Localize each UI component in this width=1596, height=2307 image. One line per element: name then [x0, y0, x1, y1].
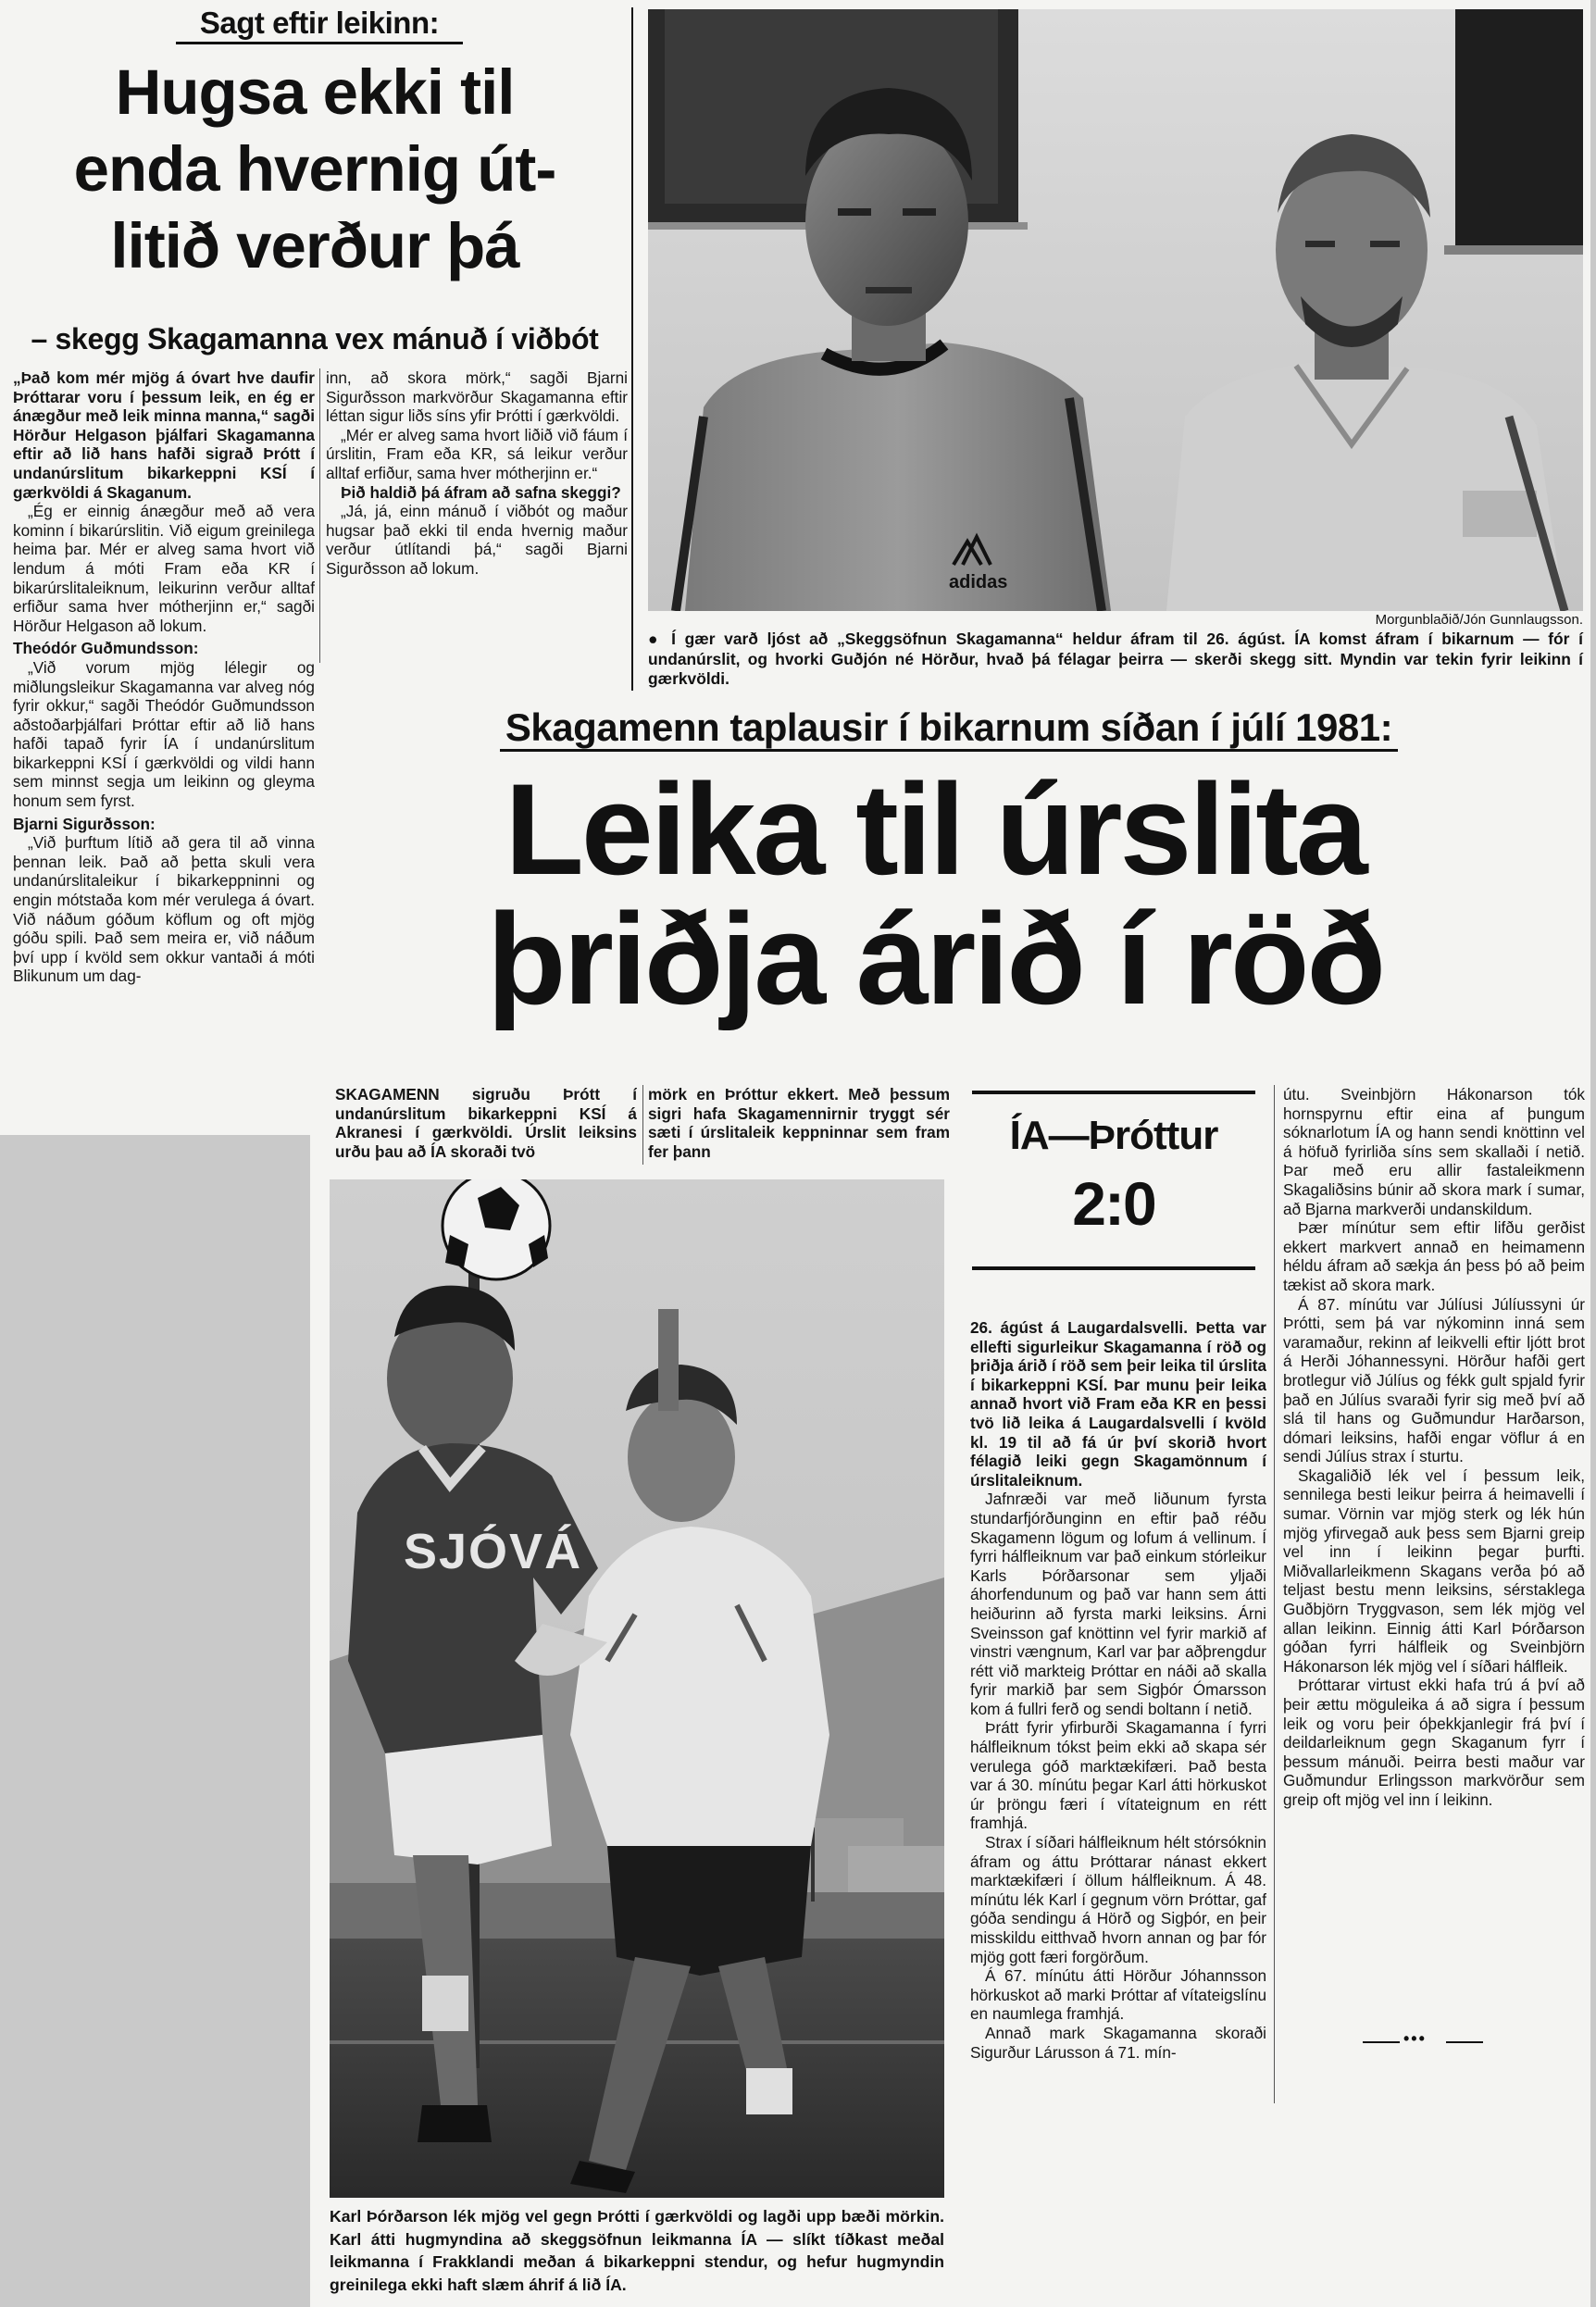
players-portrait-photo	[648, 9, 1583, 611]
players-portrait-image	[648, 9, 1583, 611]
scan-margin-right	[1590, 0, 1596, 2307]
action-photo-caption: Karl Þórðarson lék mjög vel gegn Þrótti í gærkvöldi og lagði upp bæði mörkin. Karl átti hugmyndina að skeggsöfnun leikmanna ÍA — slíkt tíðkast meðal leikmanna í Frakklandi meðan á bikarkeppni stendur, og hefur hugmyndin greinilega ekki haft slæm áhrif á lið ÍA.	[330, 2207, 944, 2294]
scan-margin-left-bottom	[0, 1135, 310, 2307]
side-article-column-1	[13, 368, 315, 1128]
side-headline-line: enda hvernig út-	[73, 133, 556, 205]
interview-subhead: Bjarni Sigurðsson:	[13, 814, 156, 833]
paragraph: Þið haldið þá áfram að safna skeggi?	[341, 482, 621, 502]
paragraph: Á 67. mínútu átti Hörður Jóhannsson hörkuskot að marki Þróttar af vítateigslínu en naumlega framhjá.	[970, 1966, 1266, 2024]
side-headline-line: litið verður þá	[110, 210, 519, 281]
paragraph: „Við vorum mjög lélegir og miðlungsleikur Skagamanna var alveg nóg fyrir okkur,“ sagði Theódór Guðmundsson aðstoðarþjálfari Þróttar eftir að lið hans hafði tapað fyrir ÍA í undanúrslitum bikarkeppni KSÍ í gærkvöldi og vildi hann sem minnst segja um leikinn og gleyma honum sem fyrst.	[13, 657, 315, 811]
paragraph: „Við þurftum lítið að gera til að vinna þennan leik. Það að þetta skuli vera undanúrslitaleikur í bikarkeppninni og engin mótstaða kom mér verulega á óvart. Við náðum góðum köflum og oft mjög góðu spili. Það sem meira er, við náðum því upp í kvöld sem okkur vantaði á móti Blikunum um dag-	[13, 833, 315, 986]
score-result: 2:0	[1072, 1169, 1155, 1238]
match-action-photo	[330, 1179, 944, 2198]
top-photo-caption: ● Í gær varð ljóst að „Skeggsöfnun Skagamanna“ heldur áfram til 26. ágúst. ÍA komst áfram í bikarnum — fór í undanúrslit, og hvorki Guðjón né Hörður, hvað þá félagar þeirra — skerði skegg sitt. Myndin var tekin fyrir leikinn í gærkvöldi.	[648, 630, 1583, 688]
column-rule	[1274, 1085, 1275, 2103]
paragraph: Annað mark Skagamanna skoraði Sigurður Lárusson á 71. mín-	[970, 2023, 1266, 2062]
main-article-column-3	[970, 1318, 1266, 2300]
column-rule	[319, 368, 320, 663]
paragraph: „Mér er alveg sama hvort liðið við fáum í úrslitin, Fram eða KR, sá leikur verður alltaf erfiður, sama hver mótherjinn er.“	[326, 425, 628, 482]
paragraph: „Ég er einnig ánægður með að vera kominn í bikarúrslitin. Við eigum greinilega heima þar. Mér er alveg sama hvort við lendum á móti Fram eða KR í bikarúrslitaleiknum, leikurinn verður alltaf erfiður sama hver mótherjinn er,“ sagði Hörður Helgason að lokum.	[13, 502, 315, 635]
main-headline-line: Leika til úrslita	[505, 756, 1365, 902]
paragraph: „Já, já, einn mánuð í viðbót og maður hugsar það ekki til enda hvernig maður verður útlítandi þá,“ sagði Bjarni Sigurðsson að lokum.	[326, 502, 628, 578]
main-kicker: Skagamenn taplausir í bikarnum síðan í júlí 1981:	[481, 704, 1416, 752]
svg-text:adidas: adidas	[949, 572, 1008, 592]
paragraph: Strax í síðari hálfleiknum hélt stórsóknin áfram og áttu Þróttarar nánast ekkert marktækifæri í öllum hálfleiknum. Á 48. mínútu lék Karl í gegnum vörn Þróttar, gaf góða sendingu á Hörð og Sigþór, en þeir misskildu eitthvað hvorn annan og þar fór mjög gott færi forgörðum.	[970, 1833, 1266, 1966]
paragraph: 26. ágúst á Laugardalsvelli. Þetta var ellefti sigurleikur Skagamanna í röð og þriðja árið í röð sem þeir leika til úrslita í bikarkeppni KSÍ. Þar munu þeir leika annað hvort við Fram eða KR en þessi tvö lið leika á Laugardalsvelli í kvöld kl. 19 til að fá úr því skorið hvort félagið leiki gegn Skagamönnum í úrslitaleiknum.	[970, 1318, 1266, 1490]
paragraph: Skagaliðið lék vel í þessum leik, sennilega besti leikur þeirra á heimavelli í sumar. Vörnin var mjög sterk og lék hún mjög yfirvegað auk þess sem Bjarni greip vel inn í leikinn þegar þurfti. Miðvallarleikmenn Skagans verða þó að teljast bestu menn leiksins, sérstaklega Guðbjörn Tryggvason, sem lék mjög vel allan leikinn. Einnig átti Karl Þórðarson góðan fyrri hálfleik og Sveinbjörn Hákonarson lék mjög vel í síðari hálfleik.	[1283, 1465, 1585, 1676]
paragraph: Þær mínútur sem eftir lifðu gerðist ekkert markvert annað en heimamenn héldu áfram að sækja án þess þó að þeim tækist að skora mark.	[1283, 1218, 1585, 1294]
paragraph: útu. Sveinbjörn Hákonarson tók hornspyrnu eftir eina af þungum sóknarlotum ÍA og hann sendi knöttinn vel á höfuð fyrirliða síns sem skallaði í netið. Þar með eru allir fastaleikmenn Skagaliðsins búnir að skora mark í sumar, að Bjarna markverði undanskildum.	[1283, 1085, 1585, 1218]
paragraph: „Það kom mér mjög á óvart hve daufir Þróttarar voru í þessum leik, en ég er ánægður með leik minna manna,“ sagði Hörður Helgason þjálfari Skagamanna eftir að lið hans hafði sigrað Þrótt í undanúrslitum bikarkeppni KSÍ í gærkvöldi á Skaganum.	[13, 368, 315, 502]
main-headline-line: þriðja árið í röð	[486, 886, 1384, 1031]
photo-credit: Morgunblaðið/Jón Gunnlaugsson.	[1375, 612, 1583, 628]
paragraph: Þrátt fyrir yfirburði Skagamanna í fyrri hálfleiknum tókst þeim ekki að skapa sér verulega góð marktækifæri. Það besta var á 30. mínútu þegar Karl átti hörkuskot úr þröngu færi í vítateignum en rétt framhjá.	[970, 1718, 1266, 1833]
side-kicker: Sagt eftir leikinn:	[176, 4, 463, 44]
paragraph: Þróttarar virtust ekki hafa trú á því að þeir ættu möguleika á að sigra í þessum leik og voru þeir óþekkjanlegir frá því í deildarleiknum gegn Skaganum fyrr í þessum mánuði. Þeirra besti maður var Guðmundur Erlingsson markvörður sem greip oft mjög vel inn í leikinn.	[1283, 1676, 1585, 1809]
svg-text:SJÓVÁ: SJÓVÁ	[404, 1524, 583, 1579]
score-box-top-rule	[972, 1091, 1255, 1094]
paragraph: Á 87. mínútu var Júlíusi Júlíussyni úr Þrótti, sem þá var nýkominn inná sem varamaður, rekinn af leikvelli eftir ljótt brot á Herði Jóhannessyni. Hörður hafði gert brotlegur við Júlíus og fékk gult spjald fyrir það en Júlíus svaraði fyrir sig með því að slá til hans og Guðmundur Harðarson, dómari leiksins, hafði engar vöflur á en sendi Júlíus strax í sturtu.	[1283, 1294, 1585, 1466]
column-rule	[642, 1085, 643, 1165]
score-box-bottom-rule	[972, 1266, 1255, 1270]
side-subhead: – skegg Skagamanna vex mánuð í viðbót	[31, 322, 599, 355]
score-teams: ÍA—Þróttur	[1009, 1113, 1218, 1158]
main-intro-column-2: mörk en Þróttur ekkert. Með þessum sigri hafa Skagamennirnir tryggt sér sæti í úrslitaleik keppninnar sem fram fer þann	[648, 1085, 950, 1161]
paragraph: Jafnræði var með liðunum fyrsta stundarfjórðunginn en eftir það réðu Skagamenn lögum og lofum á vellinum. Í fyrri hálfleiknum var það einkum stórleikur Karls Þórðarsonar sem yljaði áhorfendunum og það var hann sem átti heiðurinn að fyrsta marki leiksins. Árni Sveinsson gaf knöttinn vel fyrir markið af vinstri vængnum, Karl var þar aðþrengdur rétt við markteig Þróttar en náði að skalla fyrir markið þar sem Sigþór Ómarsson kom á fullri ferð og sendi boltann í netið.	[970, 1490, 1266, 1718]
side-article-column-2	[326, 368, 628, 681]
paragraph: inn, að skora mörk,“ sagði Bjarni Sigurðsson markvörður Skagamanna eftir léttan sigur liðs síns yfir Þrótti í gærkvöldi.	[326, 368, 628, 426]
main-article-column-4	[1283, 1085, 1585, 2039]
side-headline	[0, 54, 630, 284]
photo-frame-left-rule	[631, 7, 633, 691]
main-intro-column-1: SKAGAMENN sigruðu Þrótt í undanúrslitum bikarkeppni KSÍ á Akranesi í gærkvöldi. Úrslit leiksins urðu þau að ÍA skoraði tvö	[335, 1085, 637, 1161]
side-headline-line: Hugsa ekki til	[115, 56, 515, 128]
article-end-mark: •••	[1283, 2033, 1589, 2051]
match-action-image	[330, 1179, 944, 2198]
interview-subhead: Theódór Guðmundsson:	[13, 639, 199, 658]
main-headline	[333, 756, 1537, 1031]
